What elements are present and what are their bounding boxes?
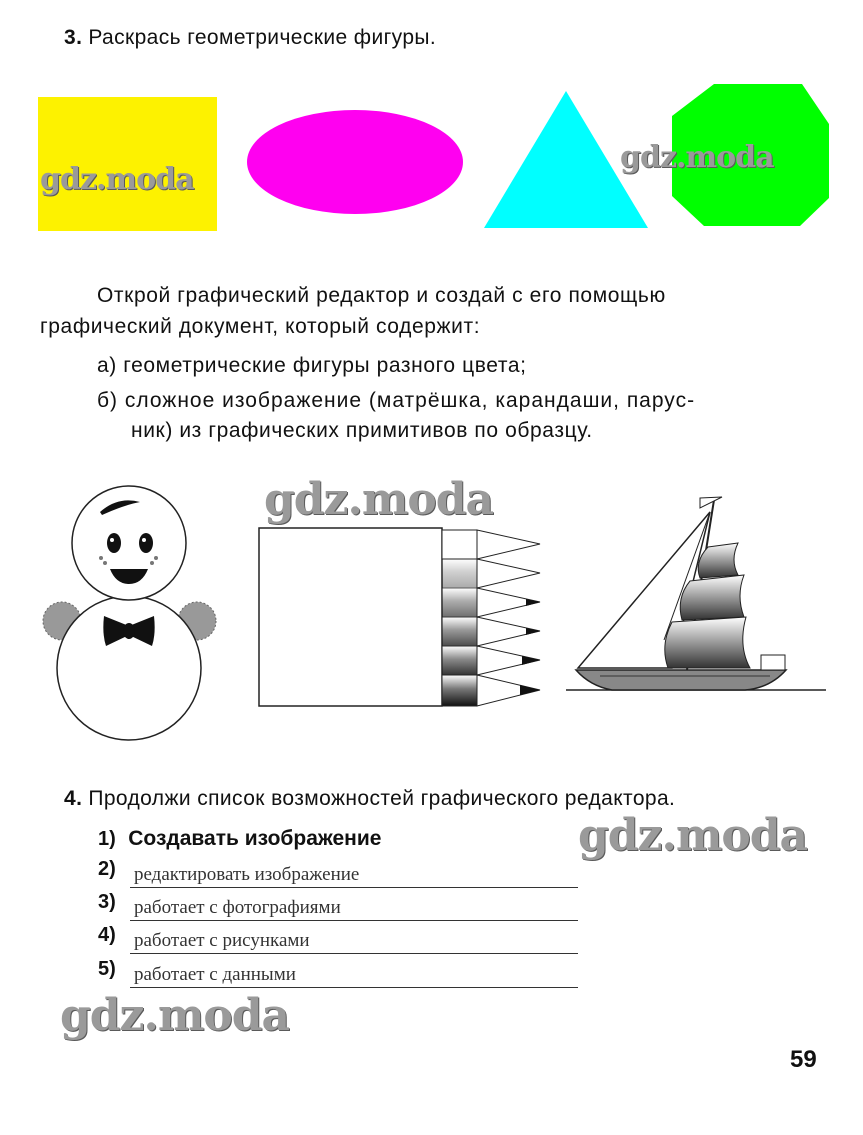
sail-middle bbox=[680, 575, 744, 620]
instruction-item-b2: ник) из графических примитивов по образцу. bbox=[131, 419, 593, 442]
task4-item-4 bbox=[98, 924, 578, 954]
doll-left-eye bbox=[107, 533, 121, 553]
task4-item-number: 3) bbox=[98, 891, 116, 913]
doll-bowtie-knot bbox=[123, 623, 135, 639]
answer-line bbox=[130, 987, 578, 988]
handwritten-answer: работает с данными bbox=[134, 964, 296, 985]
task4-item-number: 5) bbox=[98, 958, 116, 980]
task4-title-text: Продолжи список возможностей графического редактора. bbox=[88, 787, 676, 810]
pencils-drawing bbox=[259, 528, 540, 706]
instruction-line1: Открой графический редактор и создай с его помощью bbox=[97, 284, 666, 307]
doll-drawing bbox=[43, 486, 216, 740]
sail-bottom bbox=[665, 617, 750, 668]
task4-number: 4. bbox=[64, 787, 83, 810]
doll-left-eye-shine bbox=[110, 538, 114, 542]
doll-cheek-dot bbox=[103, 561, 107, 565]
doll-body bbox=[57, 596, 201, 740]
task4-title bbox=[64, 787, 675, 811]
watermark: gdz.moda bbox=[620, 140, 774, 175]
pencil bbox=[442, 617, 477, 646]
pencil-lead bbox=[522, 656, 540, 665]
instruction-line2: графический документ, который содержит: bbox=[40, 315, 481, 338]
pencil bbox=[442, 675, 477, 706]
pencil bbox=[442, 646, 477, 675]
pencil-tip bbox=[477, 559, 540, 588]
sailboat-drawing bbox=[566, 497, 826, 690]
pencil bbox=[442, 530, 477, 559]
watermark: gdz.moda bbox=[578, 810, 808, 861]
task4-item-number: 1) bbox=[98, 828, 116, 850]
doll-cheek-dot bbox=[154, 556, 158, 560]
boat-hull bbox=[576, 670, 786, 690]
handwritten-answer: редактировать изображение bbox=[134, 864, 360, 885]
answer-line bbox=[130, 887, 578, 888]
task3-title-text: Раскрась геометрические фигуры. bbox=[88, 26, 437, 49]
watermark: gdz.moda bbox=[40, 162, 194, 197]
handwritten-answer: работает с фотографиями bbox=[134, 897, 341, 918]
answer-line bbox=[130, 953, 578, 954]
page-number: 59 bbox=[790, 1046, 817, 1073]
doll-cheek-dot bbox=[99, 556, 103, 560]
pencil-tip bbox=[477, 530, 540, 559]
watermark: gdz.moda bbox=[60, 990, 290, 1041]
task4-item-number: 2) bbox=[98, 858, 116, 880]
pencil-stack bbox=[442, 530, 540, 706]
doll-right-eye bbox=[139, 533, 153, 553]
doll-right-eye-shine bbox=[142, 538, 146, 542]
task4-item-2 bbox=[98, 858, 578, 888]
task3-number: 3. bbox=[64, 26, 83, 49]
task4-item-3 bbox=[98, 891, 578, 921]
task4-item-5 bbox=[98, 958, 578, 988]
watermark: gdz.moda bbox=[264, 474, 494, 525]
task4-item-1 bbox=[98, 827, 381, 851]
task4-item-number: 4) bbox=[98, 924, 116, 946]
pencil-box bbox=[259, 528, 442, 706]
answer-line bbox=[130, 920, 578, 921]
handwritten-answer: работает с рисунками bbox=[134, 930, 310, 951]
instruction-item-b1: б) сложное изображение (матрёшка, карандаши, парус- bbox=[97, 389, 696, 412]
boat-flag bbox=[700, 497, 722, 508]
instruction-item-a: а) геометрические фигуры разного цвета; bbox=[97, 354, 527, 377]
pencil-lead bbox=[520, 685, 540, 695]
sail-top bbox=[698, 543, 738, 578]
pencil bbox=[442, 559, 477, 588]
task4-item-text: Создавать изображение bbox=[128, 827, 382, 850]
boat-cabin bbox=[761, 655, 785, 670]
doll-cheek-dot bbox=[150, 561, 154, 565]
pencil bbox=[442, 588, 477, 617]
